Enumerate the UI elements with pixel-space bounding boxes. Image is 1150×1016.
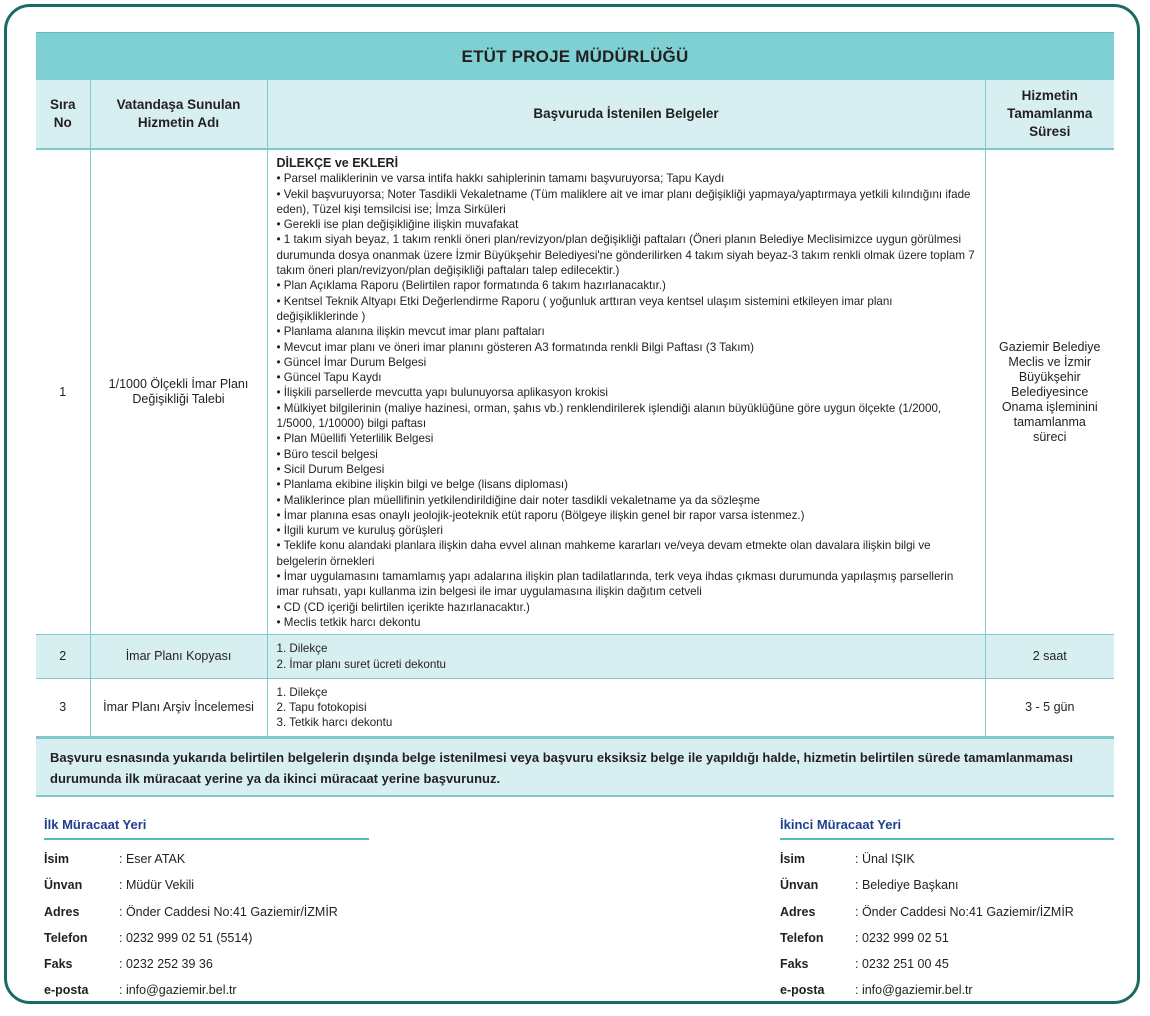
document-item: • Sicil Durum Belgesi [276, 462, 385, 476]
contact-label: İsim [780, 852, 806, 867]
contact-row [780, 977, 1114, 1003]
row-completion-time: 3 - 5 gün [985, 679, 1114, 737]
contact-label: Ünvan [780, 878, 819, 893]
contact-label: Adres [44, 904, 80, 919]
contacts-section [36, 797, 1114, 997]
notice-text: Başvuru esnasında yukarıda belirtilen belgelerin dışında belge istenilmesi veya başvuru eksiksiz belge ile yapıldığı halde, hizmetin belirtilen sürede tamamlanmaması durumunda ilk müracaat yerine ya da ikinci müracaat yerine başvurunuz. [36, 737, 1114, 797]
contact-label: Telefon [44, 930, 88, 945]
header-completion-time: Hizmetin Tamamlanma Süresi [985, 80, 1114, 149]
document-item: • Mevcut imar planı ve öneri imar planını gösteren A3 formatında renkli Bilgi Paftası (3 Takım) [276, 340, 754, 354]
document-item: • 1 takım siyah beyaz, 1 takım renkli öneri plan/revizyon/plan değişikliği paftaları (Öneri planın Belediye Meclisimizce uygun görülmesi durumunda dosya onanmak üzere İzmir Büyükşehir Belediyesi'ne gönderilirken 4 takım siyah beyaz-3 takım renkli olmak üzere toplam 7 takım öneri plan/revizyon/plan değişikliği paftaları talep edilecektir.) [276, 233, 975, 278]
contact-value: : info@gaziemir.bel.tr [855, 983, 973, 998]
contact-value: : Önder Caddesi No:41 Gaziemir/İZMİR [855, 904, 1074, 919]
documents-list [277, 685, 977, 731]
document-item: • İmar uygulamasını tamamlamış yapı adalarına ilişkin plan tadilatlarında, terk veya ihdas çıkması durumunda yapılaşmış parsellerin imar ruhsatı, yapı kullanma izin belgesi ile imar uygulamasına ilişkin dağıtım cetveli [276, 570, 954, 599]
document-item: • Parsel maliklerinin ve varsa intifa hakkı sahiplerinin tamamı başvuruyorsa; Tapu Kaydı [276, 172, 725, 186]
document-item: • Teklife konu alandaki planlara ilişkin daha evvel alınan mahkeme kararları ve/veya devam etmekte olan davalara ilişkin bilgi ve belgelerin örnekleri [276, 539, 931, 568]
contact-row [44, 951, 369, 977]
document-item: • CD (CD içeriği belirtilen içerikte hazırlanacaktır.) [276, 600, 530, 614]
contact-value: : 0232 999 02 51 [855, 930, 949, 945]
documents-heading: DİLEKÇE ve EKLERİ [276, 156, 399, 170]
document-item: • Plan Müellifi Yeterlilik Belgesi [276, 432, 434, 446]
contact-row [44, 977, 369, 1003]
contact-value: : Belediye Başkanı [855, 878, 959, 893]
document-item: • Güncel İmar Durum Belgesi [276, 355, 427, 369]
row-service-name: 1/1000 Ölçekli İmar Planı Değişikliği Talebi [90, 149, 267, 635]
document-item: • Kentsel Teknik Altyapı Etki Değerlendirme Raporu ( yoğunluk arttıran veya kentsel ulaşım sistemini etkileyen imar planı değişikliklerinde ) [276, 294, 893, 323]
header-service-name: Vatandaşa Sunulan Hizmetin Adı [90, 80, 267, 149]
contact-label: Ünvan [44, 878, 83, 893]
contact-value: : info@gaziemir.bel.tr [119, 983, 237, 998]
table-row [36, 679, 1114, 737]
contact-row [44, 899, 369, 925]
row-documents [267, 679, 985, 737]
row-documents [267, 635, 985, 679]
document-item: 3. Tetkik harcı dekontu [276, 716, 393, 730]
contact-value: : 0232 251 00 45 [855, 957, 949, 972]
document-item: • Planlama alanına ilişkin mevcut imar planı paftaları [276, 325, 545, 339]
contact-row [780, 925, 1114, 951]
document-item: • Gerekli ise plan değişikliğine ilişkin muvafakat [276, 218, 519, 232]
document-item: • İmar planına esas onaylı jeolojik-jeoteknik etüt raporu (Bölgeye ilişkin genel bir rapor varsa istenmez.) [276, 508, 805, 522]
row-service-name: İmar Planı Kopyası [90, 635, 267, 679]
contact-label: Faks [780, 957, 809, 972]
row-no: 2 [36, 635, 90, 679]
row-completion-time: 2 saat [985, 635, 1114, 679]
service-table [36, 80, 1114, 737]
document-item: 2. İmar planı suret ücreti dekontu [276, 657, 446, 671]
service-sheet [36, 32, 1114, 997]
contact-row [780, 951, 1114, 977]
document-item: • Mülkiyet bilgilerinin (maliye hazinesi, orman, şahıs vb.) renklendirilerek işlendiği alanın büyüklüğüne göre uygun ölçekte (1/2000, 1/5000, 1/10000) bilgi paftası [276, 401, 942, 431]
document-item: • İlişkili parsellerde mevcutta yapı bulunuyorsa aplikasyon krokisi [276, 386, 608, 400]
table-header-row [36, 80, 1114, 149]
page-title: ETÜT PROJE MÜDÜRLÜĞÜ [36, 32, 1114, 80]
contact-label: e-posta [44, 983, 89, 998]
first-contact-title: İlk Müracaat Yeri [44, 817, 369, 840]
document-item: 2. Tapu fotokopisi [276, 701, 367, 715]
table-row [36, 635, 1114, 679]
row-documents [267, 149, 985, 635]
documents-list [277, 641, 977, 672]
contact-label: Telefon [780, 930, 824, 945]
document-item: • Plan Açıklama Raporu (Belirtilen rapor formatında 6 takım hazırlanacaktır.) [276, 279, 666, 293]
table-row [36, 149, 1114, 635]
document-item: 1. Dilekçe [276, 642, 328, 656]
document-item: • Büro tescil belgesi [276, 447, 378, 461]
header-documents: Başvuruda İstenilen Belgeler [267, 80, 985, 149]
second-contact-rows [780, 846, 1114, 1003]
contact-value: : Önder Caddesi No:41 Gaziemir/İZMİR [119, 904, 338, 919]
document-item: • Meclis tetkik harcı dekontu [276, 615, 421, 629]
document-item: • İlgili kurum ve kuruluş görüşleri [276, 524, 443, 538]
contact-label: Faks [44, 957, 73, 972]
contact-row [780, 872, 1114, 898]
row-completion-time: Gaziemir Belediye Meclis ve İzmir Büyükşehir Belediyesince Onama işleminini tamamlanma süreci [985, 149, 1114, 635]
row-no: 3 [36, 679, 90, 737]
document-item: 1. Dilekçe [276, 685, 328, 699]
contact-row [44, 846, 369, 872]
contact-label: Adres [780, 904, 816, 919]
contact-value: : Eser ATAK [119, 852, 186, 867]
documents-list [277, 171, 977, 630]
first-contact-rows [44, 846, 369, 1003]
first-contact [44, 817, 369, 1003]
contact-value: : 0232 252 39 36 [119, 957, 213, 972]
contact-row [780, 846, 1114, 872]
contact-value: : 0232 999 02 51 (5514) [119, 930, 253, 945]
contact-row [44, 925, 369, 951]
second-contact-title: İkinci Müracaat Yeri [780, 817, 1114, 840]
contact-label: İsim [44, 852, 70, 867]
document-item: • Planlama ekibine ilişkin bilgi ve belge (lisans diploması) [276, 478, 568, 492]
document-item: • Vekil başvuruyorsa; Noter Tasdikli Vekaletname (Tüm maliklere ait ve imar planı değişikliği yapmaya/yaptırmaya yetkili kılındığını ifade eden), Tüzel kişi temsilcisi ise; İmza Sirküleri [276, 187, 971, 216]
row-service-name: İmar Planı Arşiv İncelemesi [90, 679, 267, 737]
header-no: Sıra No [36, 80, 90, 149]
second-contact [780, 817, 1114, 1003]
contact-row [780, 899, 1114, 925]
document-item: • Maliklerince plan müellifinin yetkilendirildiğine dair noter tasdikli vekaletname ya da sözleşme [276, 493, 760, 507]
document-item: • Güncel Tapu Kaydı [276, 371, 382, 385]
contact-row [44, 872, 369, 898]
contact-label: e-posta [780, 983, 825, 998]
contact-value: : Müdür Vekili [119, 878, 195, 893]
row-no: 1 [36, 149, 90, 635]
contact-value: : Ünal IŞIK [855, 852, 915, 867]
